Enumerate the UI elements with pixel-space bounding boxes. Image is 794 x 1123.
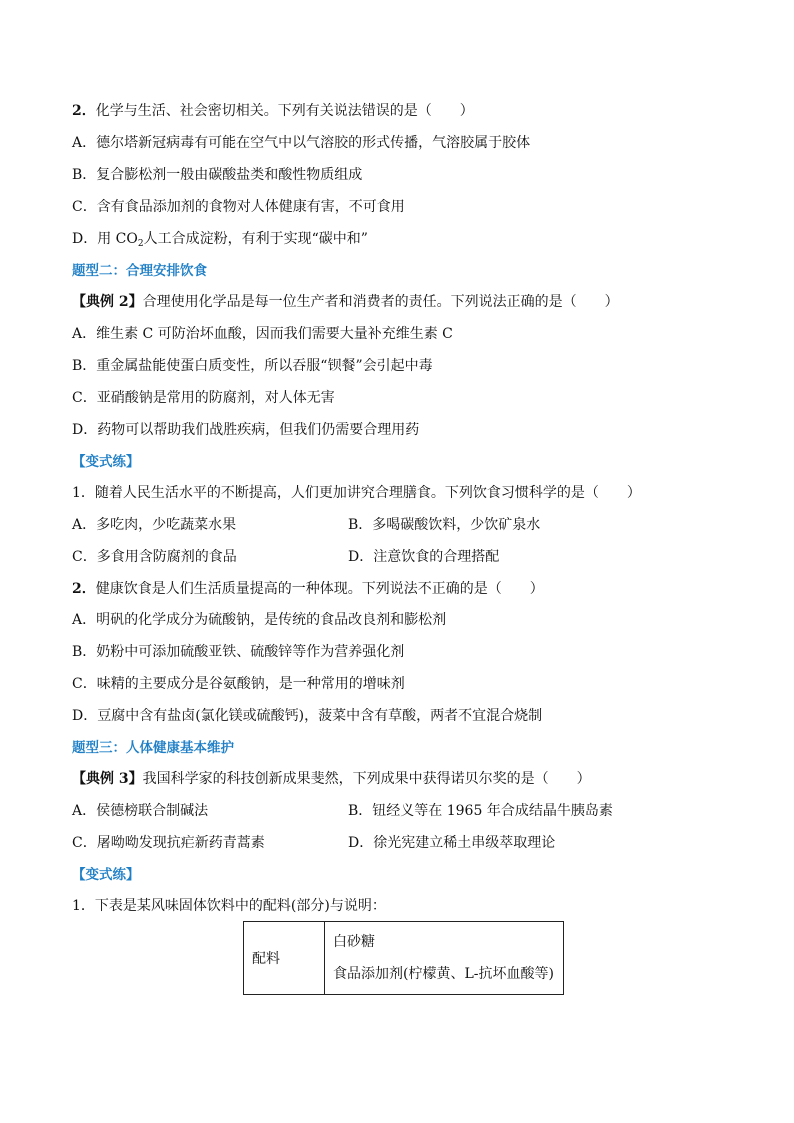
- option-c: C．屠呦呦发现抗疟新药青蒿素: [72, 835, 265, 851]
- example-tag: 【典例 3】: [72, 771, 143, 787]
- practice-1-stem: 1．随着人民生活水平的不断提高，人们更加讲究合理膳食。下列饮食习惯科学的是（ ）: [72, 485, 641, 501]
- option-d: D．注意饮食的合理搭配: [348, 549, 500, 565]
- practice-label: 【变式练】: [72, 867, 140, 883]
- section-heading: 题型三：人体健康基本维护: [72, 740, 234, 756]
- option-a: A．德尔塔新冠病毒有可能在空气中以气溶胶的形式传播，气溶胶属于胶体: [72, 135, 531, 151]
- practice-2: [72, 579, 544, 599]
- option-c: C．味精的主要成分是谷氨酸钠，是一种常用的增味剂: [72, 676, 405, 692]
- option-b: B．钮经义等在 1965 年合成结晶牛胰岛素: [348, 803, 613, 819]
- option-a: A．多吃肉，少吃蔬菜水果: [72, 517, 237, 533]
- ingredients-table: [243, 921, 564, 995]
- option-a: A．侯德榜联合制碱法: [72, 803, 209, 819]
- option-a: A．维生素 C 可防治坏血酸，因而我们需要大量补充维生素 C: [72, 326, 453, 342]
- option-d: D．徐光宪建立稀土串级萃取理论: [348, 835, 556, 851]
- example-3: [72, 769, 591, 789]
- option-c: C．亚硝酸钠是常用的防腐剂，对人体无害: [72, 390, 335, 406]
- option-row: [72, 515, 236, 535]
- example-stem: 合理使用化学品是每一位生产者和消费者的责任。下列说法正确的是（ ）: [142, 294, 619, 310]
- option-d: D．豆腐中含有盐卤(氯化镁或硫酸钙)，菠菜中含有草酸，两者不宜混合烧制: [72, 708, 543, 724]
- option-c: C．多食用含防腐剂的食品: [72, 549, 237, 565]
- option-b: B．奶粉中可添加硫酸亚铁、硫酸锌等作为营养强化剂: [72, 644, 405, 660]
- table-label-cell: 配料: [244, 922, 325, 995]
- table-items-cell: [325, 922, 564, 995]
- question-number: 2．: [72, 103, 96, 119]
- question-stem: 化学与生活、社会密切相关。下列有关说法错误的是（ ）: [95, 103, 474, 119]
- table-row: [244, 922, 564, 995]
- example-2: [72, 292, 619, 312]
- option-a: A．明矾的化学成分为硫酸钠，是传统的食品改良剂和膨松剂: [72, 612, 447, 628]
- option-d: D．药物可以帮助我们战胜疾病，但我们仍需要合理用药: [72, 422, 420, 438]
- option-b: B．多喝碳酸饮料，少饮矿泉水: [348, 517, 541, 533]
- option-b: B．重金属盐能使蛋白质变性，所以吞服“钡餐”会引起中毒: [72, 358, 433, 374]
- question-stem: 健康饮食是人们生活质量提高的一种体现。下列说法不正确的是（ ）: [95, 581, 544, 597]
- practice-3-stem: 1．下表是某风味固体饮料中的配料(部分)与说明：: [72, 898, 386, 914]
- practice-label: 【变式练】: [72, 454, 140, 470]
- question-number: 2．: [72, 581, 96, 597]
- option-c: C．含有食品添加剂的食物对人体健康有害，不可食用: [72, 199, 405, 215]
- example-stem: 我国科学家的科技创新成果斐然，下列成果中获得诺贝尔奖的是（ ）: [142, 771, 591, 787]
- table-item: 食品添加剂(柠檬黄、L-抗坏血酸等): [333, 966, 554, 982]
- example-tag: 【典例 2】: [72, 294, 143, 310]
- option-d: D．用 $CO_2$人工合成淀粉，有利于实现“碳中和”: [72, 231, 368, 249]
- table-item: 白砂糖: [333, 934, 375, 950]
- option-row: [72, 547, 237, 567]
- option-b: B．复合膨松剂一般由碳酸盐类和酸性物质组成: [72, 167, 363, 183]
- section-heading: 题型二：合理安排饮食: [72, 263, 207, 279]
- question-2: [72, 101, 474, 121]
